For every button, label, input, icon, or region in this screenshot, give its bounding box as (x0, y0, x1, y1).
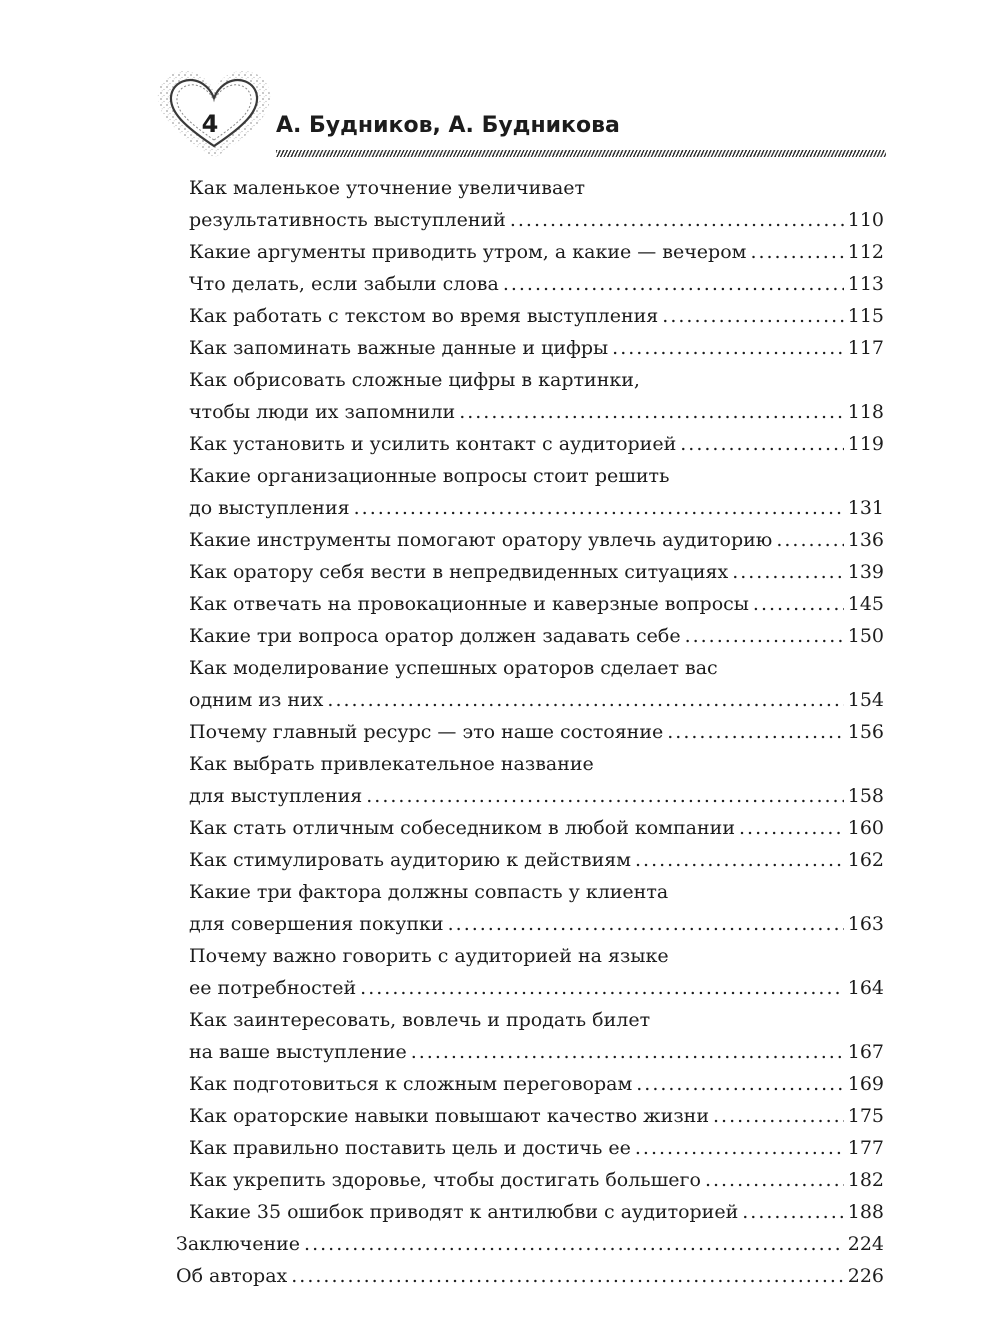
toc-entry (189, 876, 884, 940)
dot-leader (732, 556, 844, 588)
toc-entry-row (189, 1068, 884, 1100)
toc-page-number: 224 (847, 1233, 884, 1255)
toc-page-number: 163 (847, 913, 884, 935)
toc-entry-row (189, 1196, 884, 1228)
toc-entry-title-line: Какие три фактора должны совпасть у клиента (189, 881, 669, 903)
dot-leader (742, 1196, 843, 1228)
toc-page-number: 118 (847, 401, 884, 423)
toc-page-number: 112 (847, 241, 884, 263)
toc-entry (176, 1260, 884, 1292)
toc-entry-row (189, 908, 884, 940)
toc-entry-title: Что делать, если забыли слова (189, 273, 499, 295)
toc-entry (189, 1164, 884, 1196)
toc-entry (189, 716, 884, 748)
toc-entry-row (189, 300, 884, 332)
page-header (150, 60, 890, 170)
dot-leader (327, 684, 843, 716)
toc-entry (176, 1228, 884, 1260)
toc-page-number: 145 (847, 593, 884, 615)
dot-leader (360, 972, 844, 1004)
toc-entry-title: чтобы люди их запомнили (189, 401, 456, 423)
dot-leader (705, 1164, 844, 1196)
toc-entry (189, 172, 884, 236)
toc-entry-title: для совершения покупки (189, 913, 444, 935)
toc-entry (189, 588, 884, 620)
toc-page-number: 175 (847, 1105, 884, 1127)
toc-entry (189, 1132, 884, 1164)
toc-entry-title: Какие инструменты помогают оратору увлечь аудиторию (189, 529, 773, 551)
toc-entry-title-line: Как обрисовать сложные цифры в картинки, (189, 369, 640, 391)
toc-entry-row (189, 556, 884, 588)
toc-entry-title: одним из них (189, 689, 324, 711)
dot-leader (612, 332, 844, 364)
toc-entry (189, 940, 884, 1004)
toc-page-number: 177 (847, 1137, 884, 1159)
toc-entry-title: на ваше выступление (189, 1041, 407, 1063)
dot-leader (713, 1100, 844, 1132)
toc-page-number: 113 (847, 273, 884, 295)
toc-entry (189, 1196, 884, 1228)
dot-leader (753, 588, 844, 620)
toc-page-number: 188 (847, 1201, 884, 1223)
toc-entry-title: Почему главный ресурс — это наше состояние (189, 721, 664, 743)
toc-entry-row (176, 1228, 884, 1260)
running-header-authors: А. Будников, А. Будникова (276, 113, 620, 138)
toc-entry (189, 1004, 884, 1068)
table-of-contents (176, 172, 884, 1292)
toc-entry (189, 620, 884, 652)
dot-leader (685, 620, 844, 652)
toc-entry-row (189, 1100, 884, 1132)
toc-entry (189, 556, 884, 588)
toc-entry-title: Как ораторские навыки повышают качество жизни (189, 1105, 710, 1127)
toc-entry-title-line: Почему важно говорить с аудиторией на языке (189, 945, 669, 967)
toc-entry (189, 748, 884, 812)
toc-entry (189, 652, 884, 716)
toc-page-number: 154 (847, 689, 884, 711)
dot-leader (667, 716, 843, 748)
dot-leader (662, 300, 843, 332)
dot-leader (510, 204, 844, 236)
toc-entry-title: Как подготовиться к сложным переговорам (189, 1073, 633, 1095)
toc-entry (189, 460, 884, 524)
toc-entry-title-line: Как моделирование успешных ораторов сделает вас (189, 657, 718, 679)
toc-page-number: 117 (847, 337, 884, 359)
toc-entry-row (176, 1260, 884, 1292)
toc-entry (189, 844, 884, 876)
toc-entry (189, 332, 884, 364)
toc-entry-title: Какие аргументы приводить утром, а какие — вечером (189, 241, 747, 263)
toc-page-number: 164 (847, 977, 884, 999)
toc-entry-title-line: Как маленькое уточнение увеличивает (189, 177, 586, 199)
toc-entry-title: Как стать отличным собеседником в любой компании (189, 817, 735, 839)
toc-page-number: 162 (847, 849, 884, 871)
toc-entry-title: для выступления (189, 785, 363, 807)
dot-leader (411, 1036, 844, 1068)
toc-page-number: 115 (847, 305, 884, 327)
toc-page-number: 156 (847, 721, 884, 743)
toc-entry-title: Как оратору себя вести в непредвиденных ситуациях (189, 561, 729, 583)
toc-entry-title-line: Какие организационные вопросы стоит решить (189, 465, 670, 487)
toc-entry-title: ее потребностей (189, 977, 357, 999)
toc-entry-row (189, 204, 884, 236)
toc-page-number: 119 (847, 433, 884, 455)
toc-page-number: 169 (847, 1073, 884, 1095)
toc-entry-row (189, 268, 884, 300)
toc-page-number: 160 (847, 817, 884, 839)
dot-leader (776, 524, 843, 556)
dot-leader (636, 1068, 844, 1100)
toc-page-number: 158 (847, 785, 884, 807)
dot-leader (503, 268, 844, 300)
dot-leader (459, 396, 844, 428)
toc-entry-row (189, 780, 884, 812)
toc-entry (189, 300, 884, 332)
toc-entry-title: до выступления (189, 497, 350, 519)
toc-entry (189, 812, 884, 844)
toc-page-number: 182 (847, 1169, 884, 1191)
toc-entry-row (189, 684, 884, 716)
toc-entry-title: Какие 35 ошибок приводят к антилюбви с аудиторией (189, 1201, 739, 1223)
toc-entry-row (189, 1132, 884, 1164)
toc-entry (189, 268, 884, 300)
toc-entry (189, 1068, 884, 1100)
toc-page-number: 136 (847, 529, 884, 551)
toc-entry-row (189, 492, 884, 524)
toc-entry-row (189, 844, 884, 876)
dot-leader (680, 428, 843, 460)
toc-entry-title: Как стимулировать аудиторию к действиям (189, 849, 632, 871)
dot-leader (750, 236, 843, 268)
dot-leader (291, 1260, 843, 1292)
toc-entry-title: Как укрепить здоровье, чтобы достигать большего (189, 1169, 701, 1191)
dot-leader (366, 780, 843, 812)
toc-entry-title: Как работать с текстом во время выступления (189, 305, 659, 327)
toc-entry-row (189, 396, 884, 428)
toc-entry-title: Как установить и усилить контакт с аудиторией (189, 433, 677, 455)
toc-entry-title: Какие три вопроса оратор должен задавать себе (189, 625, 681, 647)
toc-entry-title: Как отвечать на провокационные и каверзные вопросы (189, 593, 749, 615)
toc-page-number: 167 (847, 1041, 884, 1063)
toc-entry-row (189, 588, 884, 620)
toc-entry (189, 364, 884, 428)
toc-entry-row (189, 332, 884, 364)
toc-entry-row (189, 428, 884, 460)
toc-entry (189, 428, 884, 460)
dot-leader (354, 492, 844, 524)
toc-entry-row (189, 1036, 884, 1068)
toc-entry-title: Об авторах (176, 1265, 288, 1287)
toc-entry-title: Как запоминать важные данные и цифры (189, 337, 609, 359)
toc-entry-row (189, 236, 884, 268)
dot-leader (739, 812, 844, 844)
dot-leader (304, 1228, 844, 1260)
dot-leader (448, 908, 844, 940)
dot-leader (635, 1132, 844, 1164)
toc-page-number: 131 (847, 497, 884, 519)
toc-entry (189, 236, 884, 268)
toc-entry-row (189, 620, 884, 652)
toc-entry-row (189, 716, 884, 748)
toc-page-number: 139 (847, 561, 884, 583)
toc-entry-title: Как правильно поставить цель и достичь ее (189, 1137, 631, 1159)
toc-entry-title-line: Как заинтересовать, вовлечь и продать билет (189, 1009, 651, 1031)
toc-page-number: 150 (847, 625, 884, 647)
toc-entry-row (189, 812, 884, 844)
toc-entry (189, 524, 884, 556)
dot-leader (635, 844, 844, 876)
toc-entry-row (189, 972, 884, 1004)
toc-entry-row (189, 524, 884, 556)
toc-entry-row (189, 1164, 884, 1196)
toc-entry-title: Заключение (176, 1233, 301, 1255)
toc-entry (189, 1100, 884, 1132)
toc-entry-title: результативность выступлений (189, 209, 506, 231)
toc-page-number: 110 (847, 209, 884, 231)
toc-entry-title-line: Как выбрать привлекательное название (189, 753, 594, 775)
header-rule (276, 150, 886, 157)
page-number: 4 (201, 110, 219, 138)
toc-page-number: 226 (847, 1265, 884, 1287)
